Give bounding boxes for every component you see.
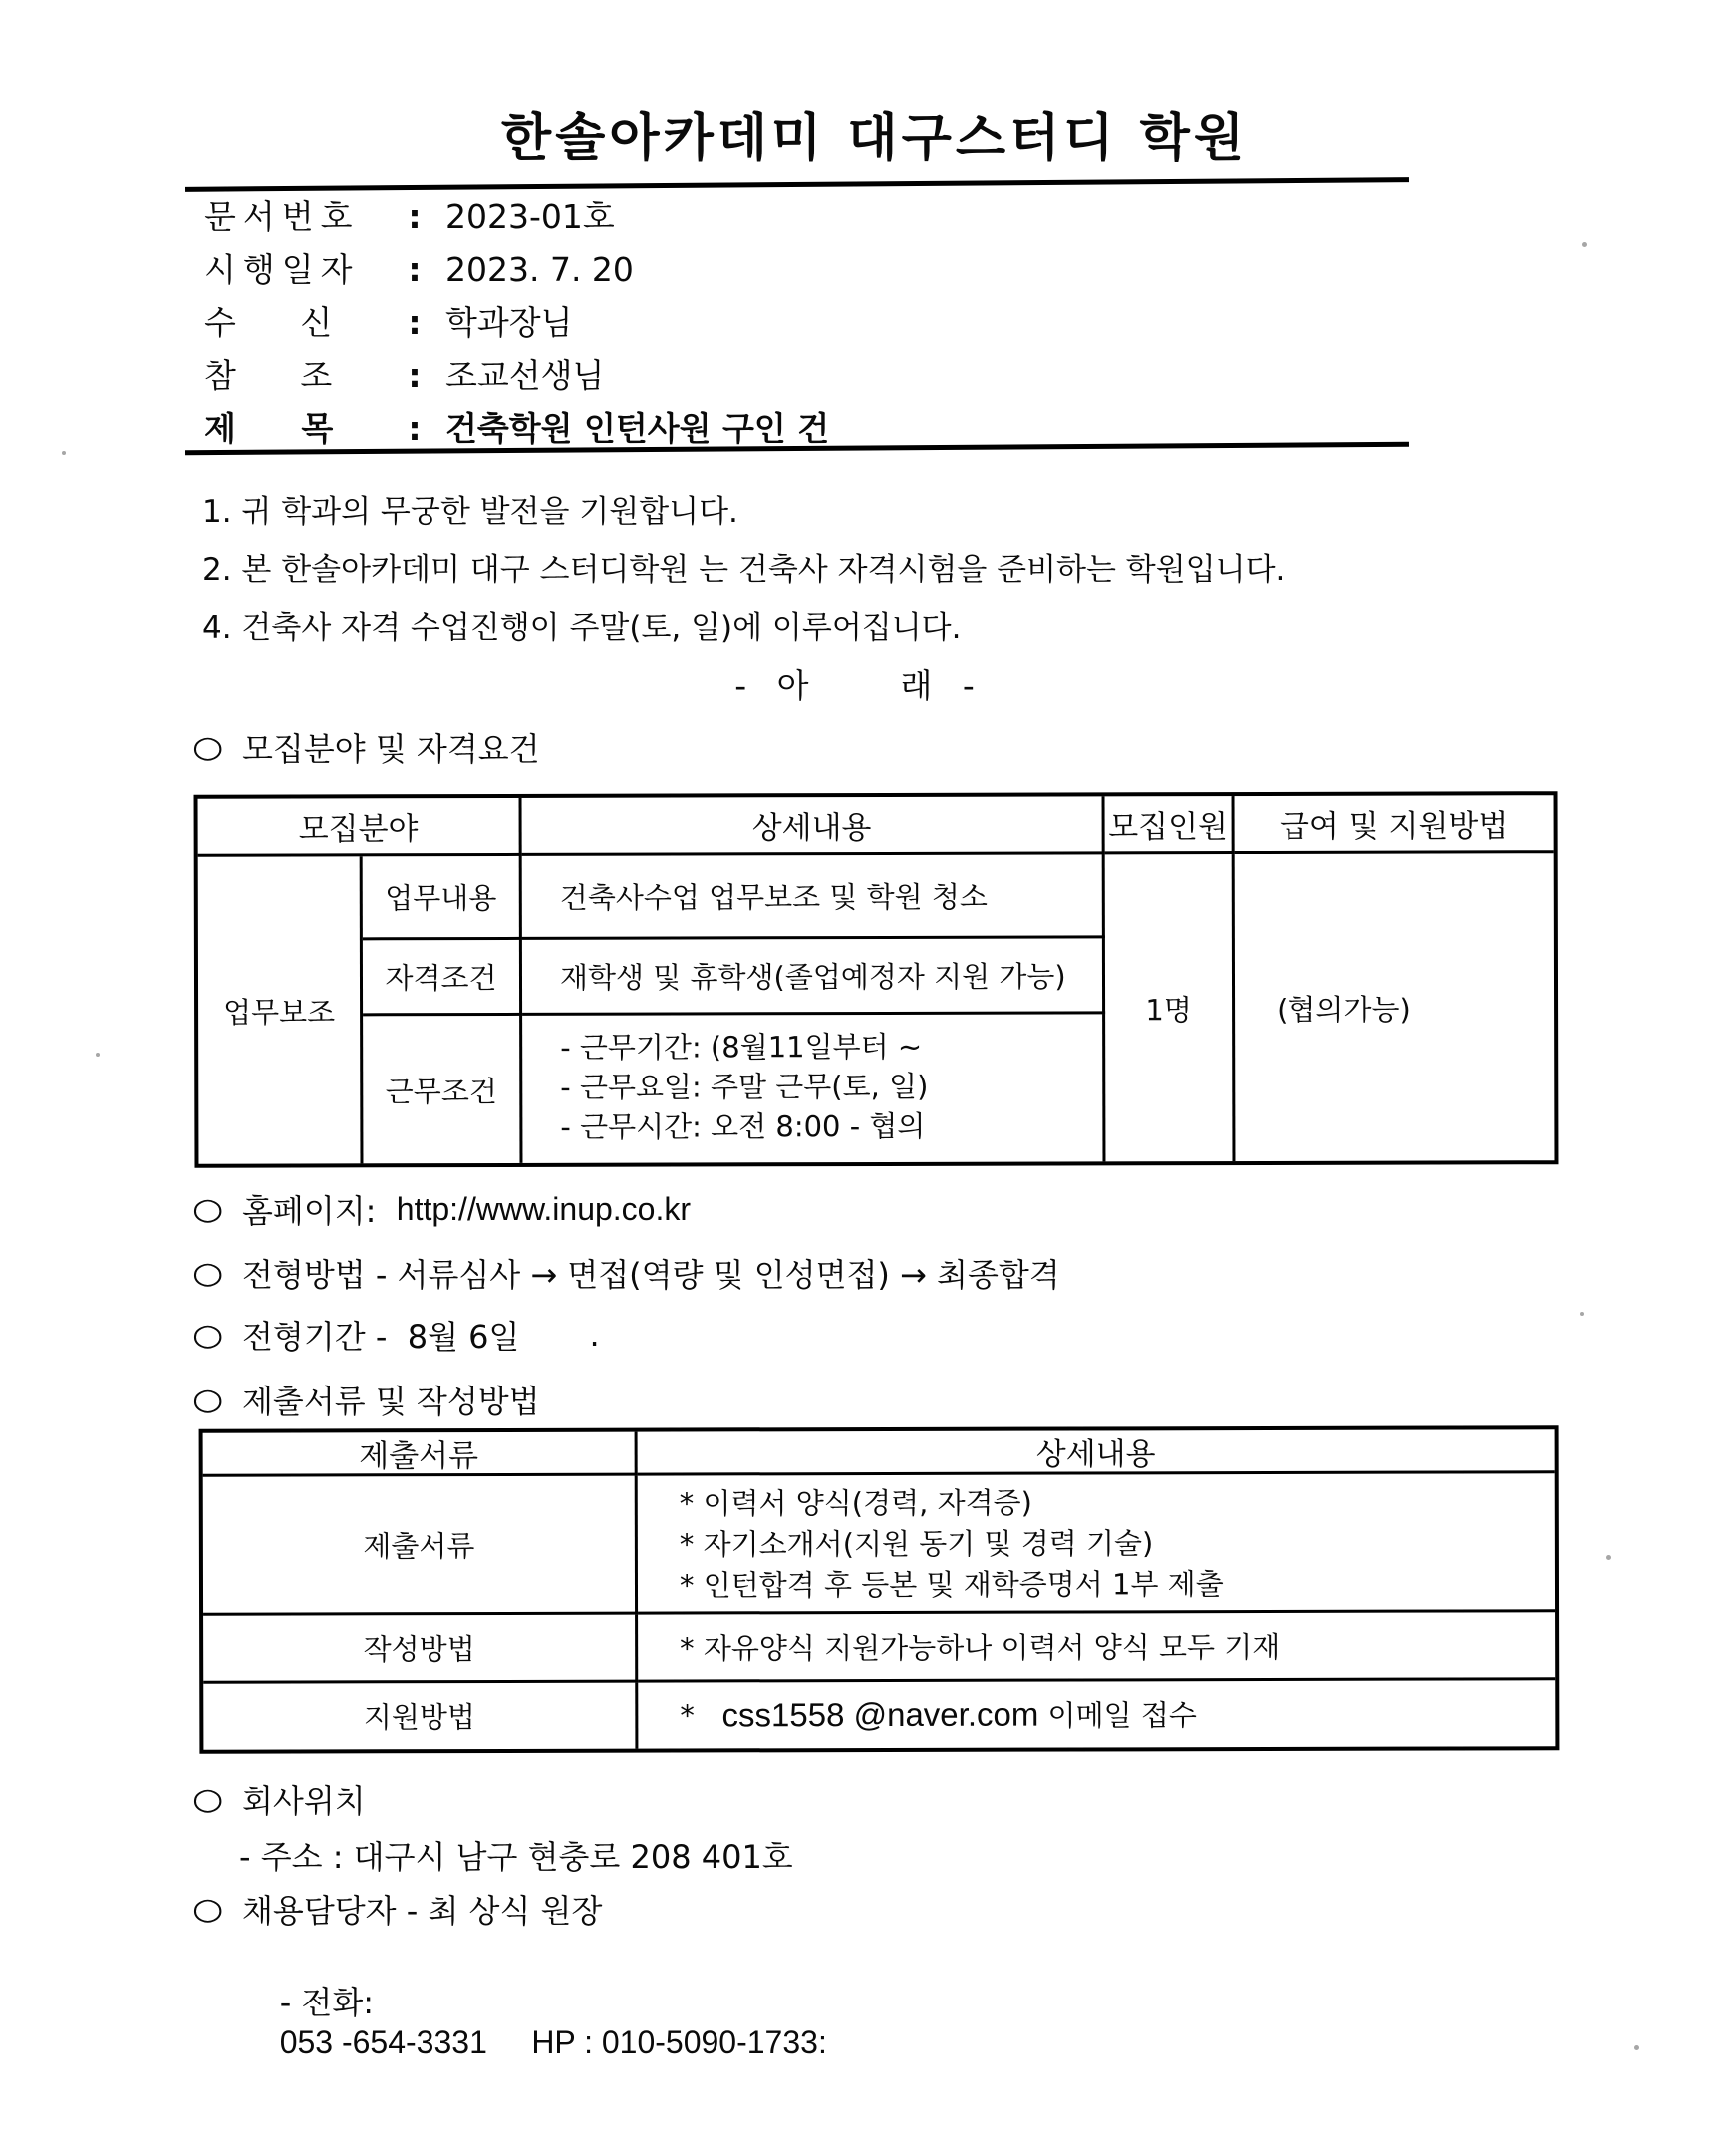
condition-line-days: - 근무요일: 주말 근무(토, 일) — [560, 1069, 929, 1104]
process-value: - 서류심사 → 면접(역량 및 인성면접) → 최종합격 — [365, 1256, 1060, 1294]
meta-label: 문서번호 — [204, 197, 360, 236]
scan-speck — [1606, 1555, 1611, 1560]
body-line-3: 4. 건축사 자격 수업진행이 주말(토, 일)에 이루어집니다. — [202, 610, 962, 646]
row-label-duty: 업무내용 — [363, 856, 522, 940]
stray-period-mark: . — [589, 1316, 600, 1354]
phone-prefix: - 전화: — [279, 1984, 385, 2021]
period-label: 전형기간 — [242, 1318, 366, 1356]
pay-cell: (협의가능) — [1277, 992, 1411, 1027]
homepage-label: 홈페이지: — [242, 1192, 397, 1230]
document-line-coverletter: * 자기소개서(지원 동기 및 경력 기술) — [679, 1526, 1154, 1562]
circle-bullet-icon: ○ — [192, 1891, 224, 1927]
meta-label: 제 목 — [204, 409, 341, 448]
body-paragraphs — [202, 486, 1285, 660]
location-heading-line — [192, 1776, 366, 1822]
submit-table — [199, 1425, 1560, 1754]
condition-line-period: - 근무기간: (8월11일부터 ~ — [560, 1029, 923, 1065]
process-line — [192, 1250, 1060, 1296]
title-underline — [185, 177, 1409, 192]
meta-colon: : — [408, 250, 422, 289]
headcount-cell: 1명 — [1105, 854, 1236, 1161]
submit-heading-text: 제출서류 및 작성방법 — [242, 1383, 540, 1420]
circle-bullet-icon: ○ — [192, 729, 224, 765]
circle-bullet-icon: ○ — [192, 1255, 224, 1291]
circle-bullet-icon: ○ — [192, 1382, 224, 1417]
scan-speck — [1582, 242, 1587, 247]
column-header-field: 모집분야 — [198, 798, 522, 857]
meta-value: 학과장님 — [445, 303, 573, 342]
row-label-apply: 지원방법 — [203, 1683, 638, 1750]
below-divider-label: - 아 래 - — [734, 666, 985, 705]
row-value-qualification: 재학생 및 휴학생(졸업예정자 지원 가능) — [522, 938, 1105, 1016]
row-value-format: * 자유양식 지원가능하나 이력서 양식 모두 기재 — [638, 1612, 1555, 1682]
phone-numbers: 053 -654-3331 HP : 010-5090-1733: — [279, 2024, 827, 2060]
circle-bullet-icon: ○ — [192, 1191, 224, 1227]
location-heading-text: 회사위치 — [242, 1782, 366, 1820]
scan-speck — [1634, 2045, 1639, 2050]
meta-row-doc-number — [204, 191, 829, 244]
column-header-pay: 급여 및 지원방법 — [1235, 795, 1554, 854]
body-line-1: 1. 귀 학과의 무궁한 발전을 기원합니다. — [202, 494, 738, 530]
row-value-apply — [638, 1680, 1555, 1748]
meta-value: 2023. 7. 20 — [445, 250, 634, 289]
meta-value: 조교선생님 — [445, 356, 605, 395]
meta-value-subject: 건축학원 인턴사원 구인 건 — [445, 409, 830, 448]
recruiter-heading-text: 채용담당자 - 최 상식 원장 — [242, 1892, 603, 1930]
document-title: 한솔아카데미 대구스터디 학원 — [500, 109, 1249, 168]
circle-bullet-icon: ○ — [192, 1317, 224, 1353]
apply-email-tail: 이메일 접수 — [1038, 1698, 1197, 1733]
condition-line-hours: - 근무시간: 오전 8:00 - 협의 — [560, 1108, 926, 1144]
body-line-2: 2. 본 한솔아카데미 대구 스터디학원 는 건축사 자격시험을 준비하는 학원입니다. — [202, 552, 1286, 588]
scan-speck — [62, 451, 66, 455]
meta-colon: : — [408, 356, 422, 395]
section-recruit-heading — [192, 724, 540, 770]
circle-bullet-icon: ○ — [192, 1781, 224, 1817]
meta-colon: : — [408, 197, 422, 236]
column-header-documents: 제출서류 — [203, 1432, 638, 1477]
row-label-documents: 제출서류 — [203, 1476, 638, 1616]
row-value-duty: 건축사수업 업무보조 및 학원 청소 — [522, 854, 1105, 940]
apply-email-address: css1558 @naver.com — [721, 1695, 1039, 1733]
meta-label: 참 조 — [204, 356, 340, 395]
document-line-resume: * 이력서 양식(경력, 자격증) — [679, 1485, 1032, 1521]
row-label-format: 작성방법 — [203, 1615, 638, 1684]
meta-label: 시행일자 — [204, 250, 360, 289]
group-label-cell: 업무보조 — [198, 856, 364, 1163]
phone-line — [239, 1940, 827, 2099]
document-line-certificate: * 인턴합격 후 등본 및 재학증명서 1부 제출 — [679, 1567, 1224, 1603]
section-heading-text: 모집분야 및 자격요건 — [242, 730, 540, 768]
meta-colon: : — [408, 409, 422, 448]
process-label: 전형방법 — [242, 1256, 366, 1294]
submit-heading-line — [192, 1377, 540, 1422]
row-value-conditions — [522, 1014, 1105, 1163]
apply-star: * — [680, 1697, 722, 1733]
document-meta-block — [204, 191, 829, 456]
scan-speck — [96, 1053, 100, 1057]
scan-speck — [1580, 1312, 1584, 1316]
recruiter-heading-line — [192, 1886, 602, 1932]
meta-row-date — [204, 244, 829, 297]
row-label-qualification: 자격조건 — [363, 940, 522, 1016]
column-header-detail: 상세내용 — [522, 796, 1105, 856]
column-header-detail: 상세내용 — [638, 1429, 1555, 1475]
homepage-line — [192, 1186, 691, 1232]
column-header-headcount: 모집인원 — [1105, 796, 1235, 854]
recruit-table — [194, 791, 1559, 1168]
meta-colon: : — [408, 303, 422, 342]
homepage-url: http://www.inup.co.kr — [396, 1190, 692, 1227]
row-label-conditions: 근무조건 — [363, 1016, 522, 1163]
row-value-documents — [638, 1473, 1555, 1614]
address-line: - 주소 : 대구시 남구 현충로 208 401호 — [239, 1838, 793, 1876]
period-line — [192, 1312, 600, 1358]
meta-row-cc — [204, 350, 829, 403]
meta-label: 수 신 — [204, 303, 340, 342]
meta-row-recipient — [204, 297, 829, 350]
period-value: - 8월 6일 — [365, 1318, 520, 1356]
meta-value: 2023-01호 — [445, 197, 615, 236]
